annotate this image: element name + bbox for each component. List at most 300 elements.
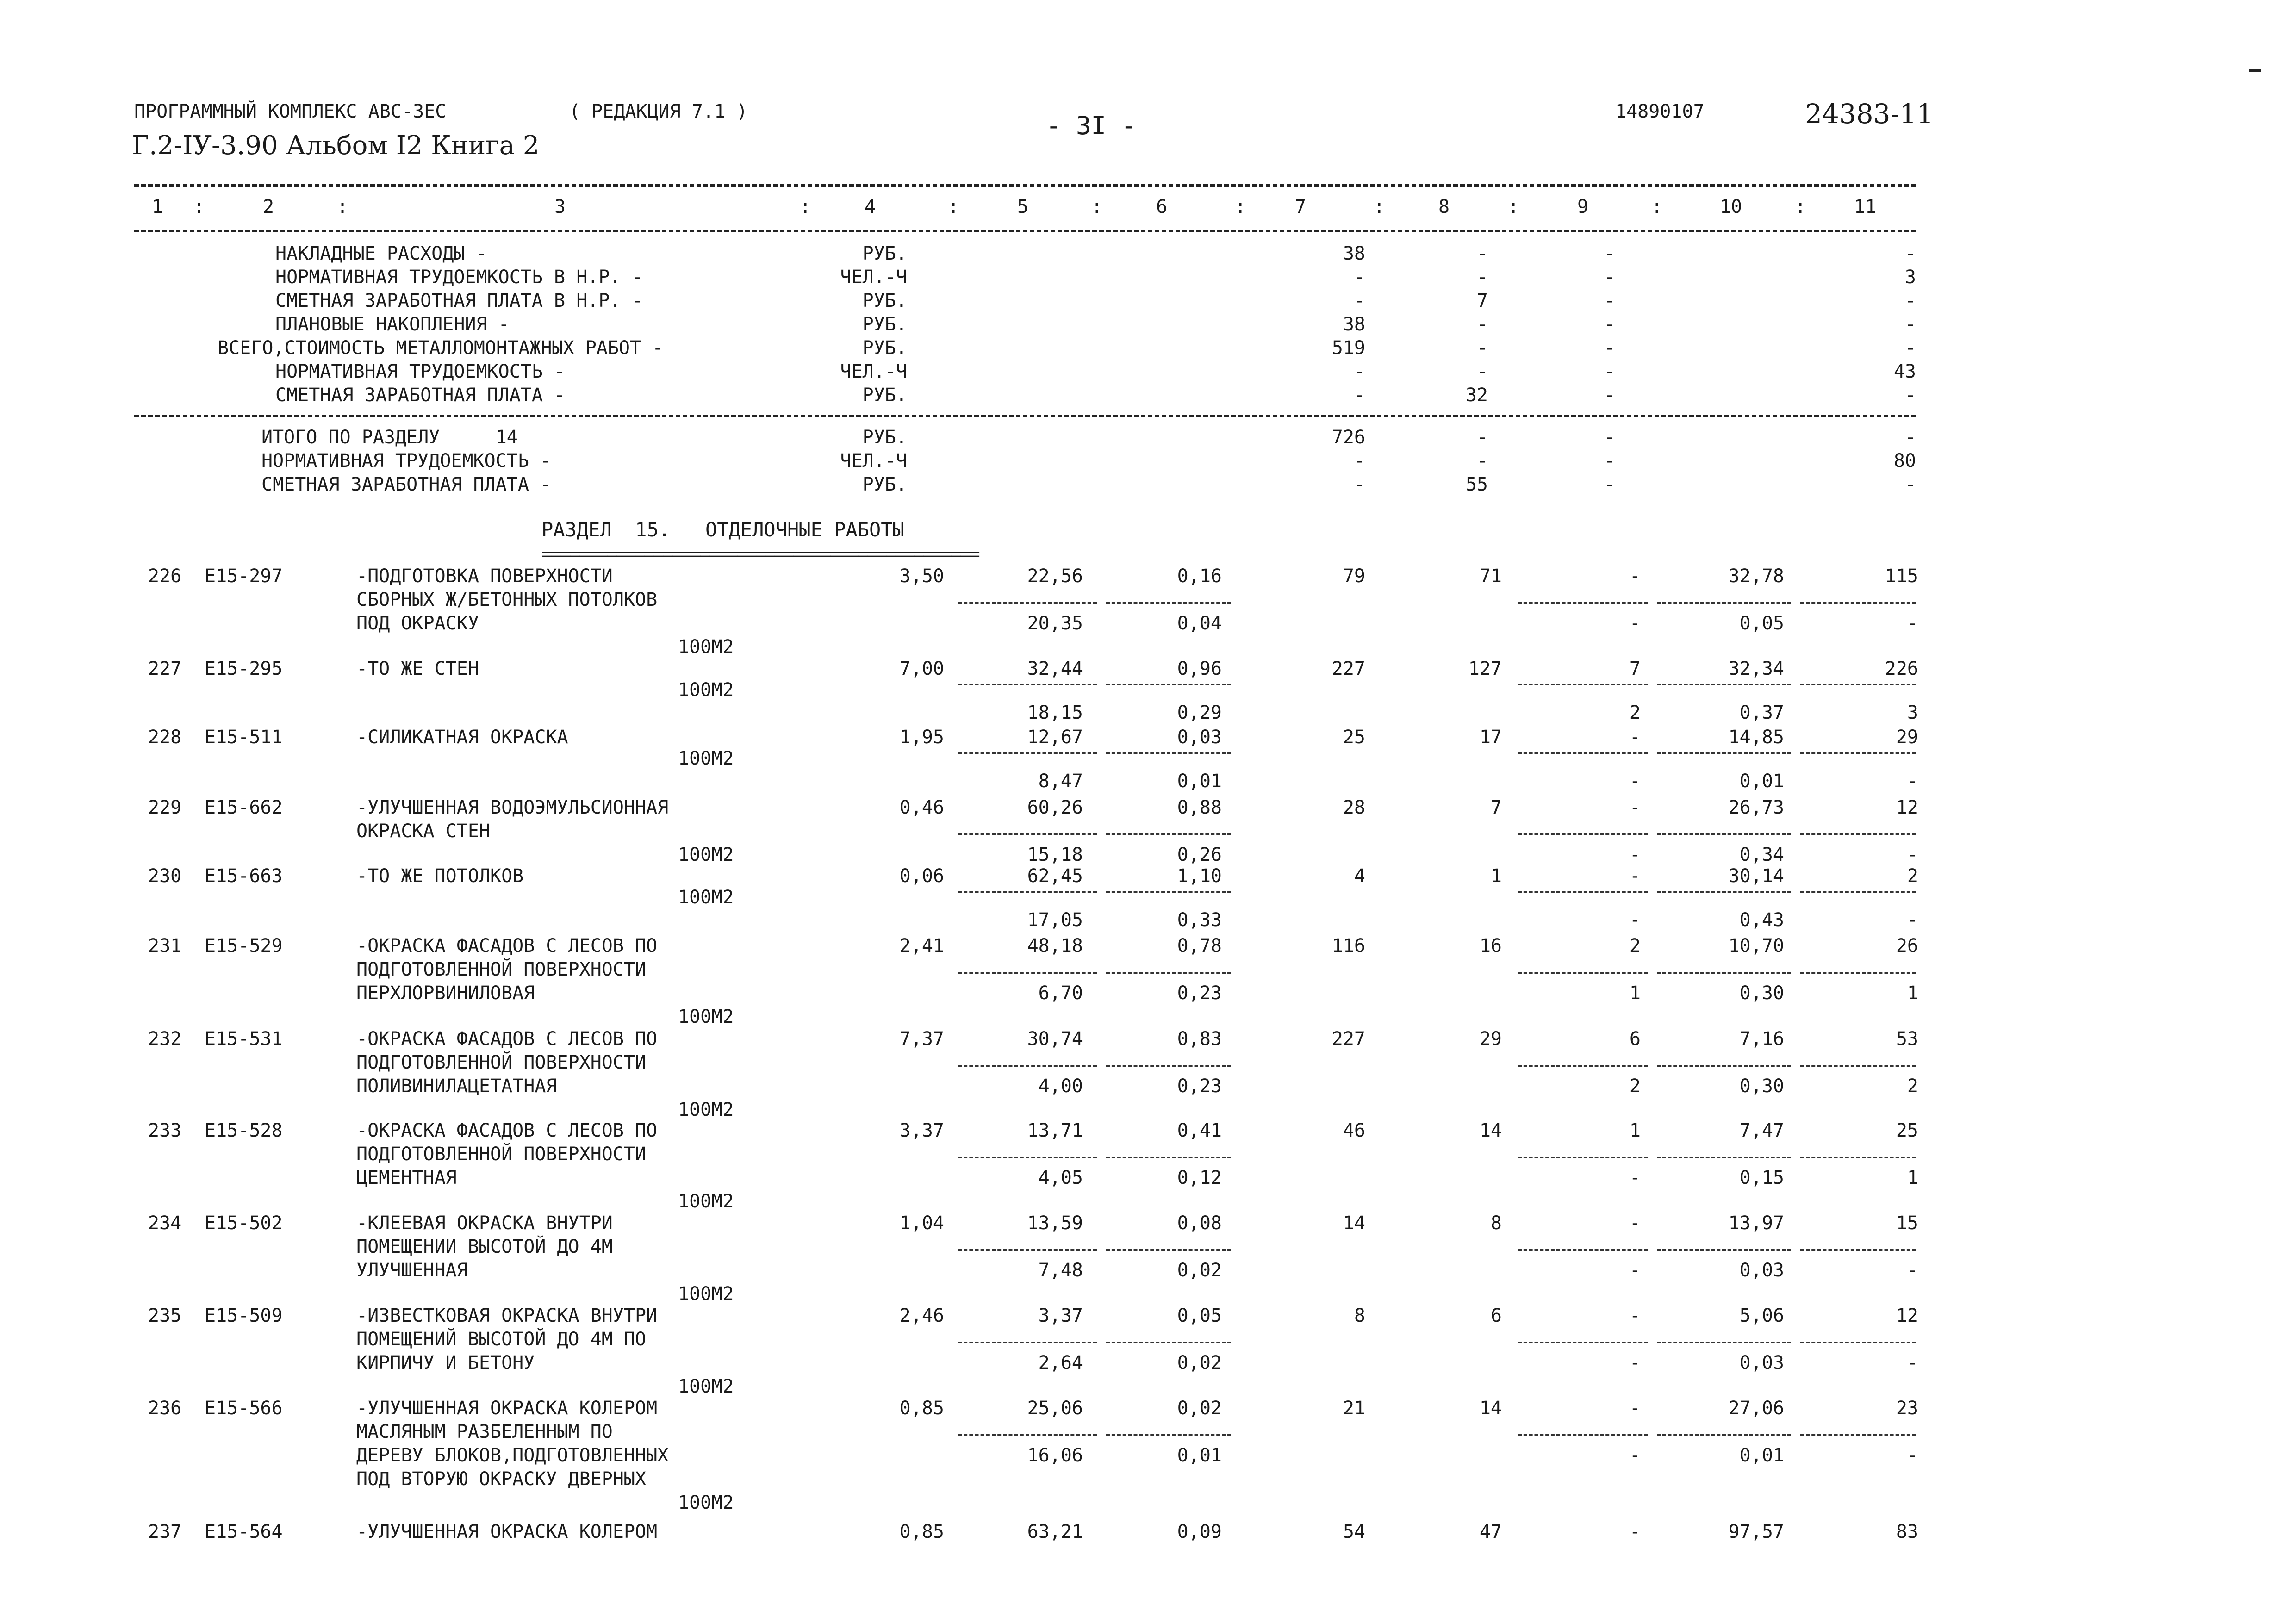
item-col9: - bbox=[1629, 1398, 1641, 1419]
item-unit-of-measure: 100М2 bbox=[678, 748, 734, 769]
summary-col8: 32 bbox=[1465, 385, 1488, 406]
cell-divider bbox=[1106, 891, 1231, 893]
item-col9-sub: - bbox=[1629, 1445, 1641, 1466]
item-col9-sub: - bbox=[1629, 909, 1641, 931]
item-col9: - bbox=[1629, 1521, 1641, 1542]
item-col11-sub: - bbox=[1907, 1352, 1918, 1374]
item-total-cost: 227 bbox=[1332, 658, 1365, 679]
cell-divider bbox=[1800, 1157, 1916, 1158]
item-col10: 32,78 bbox=[1728, 566, 1784, 587]
cell-divider bbox=[1800, 891, 1916, 893]
item-code: Е15-295 bbox=[205, 658, 283, 679]
item-unit-labor: 0,16 bbox=[1177, 566, 1222, 587]
summary-col9: - bbox=[1604, 267, 1615, 288]
item-quantity: 1,95 bbox=[899, 727, 944, 748]
item-unit-labor-machine: 0,12 bbox=[1177, 1167, 1222, 1188]
item-unit-cost: 30,74 bbox=[1027, 1028, 1083, 1050]
item-col11: 26 bbox=[1896, 935, 1918, 957]
item-col9-sub: 2 bbox=[1629, 702, 1641, 723]
item-col10: 7,16 bbox=[1739, 1028, 1784, 1050]
item-quantity: 0,85 bbox=[899, 1521, 944, 1542]
cell-divider bbox=[958, 684, 1097, 685]
item-col10-sub: 0,05 bbox=[1739, 613, 1784, 634]
item-unit-of-measure: 100М2 bbox=[678, 1492, 734, 1513]
cell-divider bbox=[1518, 833, 1648, 835]
item-number: 226 bbox=[148, 566, 182, 587]
item-unit-cost: 3,37 bbox=[1038, 1305, 1083, 1326]
cell-divider bbox=[958, 833, 1097, 835]
summary-col8: - bbox=[1476, 450, 1488, 472]
cell-divider bbox=[1518, 602, 1648, 604]
summary-col9: - bbox=[1604, 243, 1615, 264]
item-col10-sub: 0,30 bbox=[1739, 983, 1784, 1004]
column-number-10: 10 bbox=[1719, 196, 1742, 218]
document-number: 24383-11 bbox=[1805, 98, 1934, 130]
column-number-8: 8 bbox=[1438, 196, 1450, 218]
item-col11: 83 bbox=[1896, 1521, 1918, 1542]
item-description: ПОЛИВИНИЛАЦЕТАТНАЯ bbox=[356, 1076, 557, 1097]
summary-col8: 55 bbox=[1465, 474, 1488, 495]
summary-col8: - bbox=[1476, 243, 1488, 264]
column-number-9: 9 bbox=[1577, 196, 1589, 218]
item-col11-sub: 3 bbox=[1907, 702, 1918, 723]
item-col11-sub: 2 bbox=[1907, 1076, 1918, 1097]
scan-mark bbox=[2249, 69, 2261, 72]
item-number: 230 bbox=[148, 865, 182, 887]
item-col11-sub: - bbox=[1907, 1445, 1918, 1466]
cell-divider bbox=[1657, 972, 1791, 974]
item-unit-cost-wages: 18,15 bbox=[1027, 702, 1083, 723]
item-description: -УЛУЧШЕННАЯ ОКРАСКА КОЛЕРОМ bbox=[356, 1521, 658, 1542]
item-col9: - bbox=[1629, 1305, 1641, 1326]
cell-divider bbox=[1518, 891, 1648, 893]
item-col10: 5,06 bbox=[1739, 1305, 1784, 1326]
item-unit-labor: 0,08 bbox=[1177, 1213, 1222, 1234]
cell-divider bbox=[1800, 684, 1916, 685]
cell-divider bbox=[1106, 1342, 1231, 1343]
item-col11-sub: - bbox=[1907, 771, 1918, 792]
item-total-cost: 54 bbox=[1343, 1521, 1365, 1542]
summary-col9: - bbox=[1604, 361, 1615, 382]
item-description: УЛУЧШЕННАЯ bbox=[356, 1260, 468, 1281]
item-description: ПОМЕЩЕНИИ ВЫСОТОЙ ДО 4М bbox=[356, 1236, 613, 1257]
item-col11: 23 bbox=[1896, 1398, 1918, 1419]
item-unit-of-measure: 100М2 bbox=[678, 1191, 734, 1212]
cell-divider bbox=[1106, 602, 1231, 604]
item-unit-of-measure: 100М2 bbox=[678, 844, 734, 865]
item-col10-sub: 0,34 bbox=[1739, 844, 1784, 865]
item-wages: 8 bbox=[1490, 1213, 1502, 1234]
item-total-cost: 227 bbox=[1332, 1028, 1365, 1050]
column-separator: : bbox=[1373, 196, 1385, 218]
cell-divider bbox=[1800, 1249, 1916, 1251]
item-col9: - bbox=[1629, 727, 1641, 748]
item-unit-cost-wages: 17,05 bbox=[1027, 909, 1083, 931]
item-code: Е15-663 bbox=[205, 865, 283, 887]
item-unit-cost: 62,45 bbox=[1027, 865, 1083, 887]
item-col9: 6 bbox=[1629, 1028, 1641, 1050]
item-col11: 226 bbox=[1885, 658, 1918, 679]
item-code: Е15-502 bbox=[205, 1213, 283, 1234]
item-description: СБОРНЫХ Ж/БЕТОННЫХ ПОТОЛКОВ bbox=[356, 589, 658, 610]
item-description: ПОМЕЩЕНИЙ ВЫСОТОЙ ДО 4М ПО bbox=[356, 1329, 647, 1350]
item-unit-labor-machine: 0,02 bbox=[1177, 1352, 1222, 1374]
item-quantity: 3,50 bbox=[899, 566, 944, 587]
item-description: ПОДГОТОВЛЕННОЙ ПОВЕРХНОСТИ bbox=[356, 1052, 647, 1073]
item-col9: - bbox=[1629, 797, 1641, 818]
item-total-cost: 28 bbox=[1343, 797, 1365, 818]
item-col10-sub: 0,03 bbox=[1739, 1260, 1784, 1281]
item-unit-labor-machine: 0,26 bbox=[1177, 844, 1222, 865]
album-reference: Г.2-IУ-3.90 Альбом I2 Книга 2 bbox=[132, 131, 540, 161]
item-col10: 97,57 bbox=[1728, 1521, 1784, 1542]
summary-col11: - bbox=[1904, 243, 1916, 264]
item-description: -КЛЕЕВАЯ ОКРАСКА ВНУТРИ bbox=[356, 1213, 613, 1234]
summary-col11: - bbox=[1904, 427, 1916, 448]
item-col11-sub: - bbox=[1907, 909, 1918, 931]
summary-col7: - bbox=[1354, 361, 1365, 382]
cell-divider bbox=[1518, 1249, 1648, 1251]
item-col10: 14,85 bbox=[1728, 727, 1784, 748]
cell-divider bbox=[958, 1065, 1097, 1067]
item-col11: 29 bbox=[1896, 727, 1918, 748]
summary-col11: - bbox=[1904, 385, 1916, 406]
item-wages: 14 bbox=[1479, 1398, 1502, 1419]
item-unit-labor: 1,10 bbox=[1177, 865, 1222, 887]
item-unit-cost: 13,59 bbox=[1027, 1213, 1083, 1234]
summary-label: ВСЕГО,СТОИМОСТЬ МЕТАЛЛОМОНТАЖНЫХ РАБОТ - bbox=[218, 337, 664, 359]
item-col10: 10,70 bbox=[1728, 935, 1784, 957]
code-number: 14890107 bbox=[1615, 101, 1705, 122]
item-unit-labor: 0,05 bbox=[1177, 1305, 1222, 1326]
item-unit-cost: 13,71 bbox=[1027, 1120, 1083, 1141]
item-code: Е15-529 bbox=[205, 935, 283, 957]
summary-col9: - bbox=[1604, 314, 1615, 335]
item-unit-labor-machine: 0,04 bbox=[1177, 613, 1222, 634]
item-unit-labor: 0,88 bbox=[1177, 797, 1222, 818]
item-unit-cost-wages: 6,70 bbox=[1038, 983, 1083, 1004]
item-code: Е15-509 bbox=[205, 1305, 283, 1326]
item-unit-of-measure: 100М2 bbox=[678, 887, 734, 908]
item-description: ПЕРХЛОРВИНИЛОВАЯ bbox=[356, 983, 535, 1004]
item-unit-of-measure: 100М2 bbox=[678, 1283, 734, 1305]
summary-col8: - bbox=[1476, 361, 1488, 382]
summary-col9: - bbox=[1604, 290, 1615, 311]
summary-col11: 43 bbox=[1893, 361, 1916, 382]
item-code: Е15-531 bbox=[205, 1028, 283, 1050]
column-number-6: 6 bbox=[1156, 196, 1168, 218]
item-quantity: 3,37 bbox=[899, 1120, 944, 1141]
item-description: ПОД ОКРАСКУ bbox=[356, 613, 479, 634]
cell-divider bbox=[1518, 1065, 1648, 1067]
item-col11-sub: 1 bbox=[1907, 1167, 1918, 1188]
item-col11-sub: - bbox=[1907, 1260, 1918, 1281]
summary-col9: - bbox=[1604, 385, 1615, 406]
summary-col7: - bbox=[1354, 267, 1365, 288]
item-unit-cost-wages: 2,64 bbox=[1038, 1352, 1083, 1374]
header-rule-bottom bbox=[134, 230, 1916, 232]
item-unit-cost-wages: 20,35 bbox=[1027, 613, 1083, 634]
column-number-2: 2 bbox=[262, 196, 274, 218]
item-description: -ОКРАСКА ФАСАДОВ С ЛЕСОВ ПО bbox=[356, 935, 658, 957]
cell-divider bbox=[1106, 833, 1231, 835]
item-col9-sub: - bbox=[1629, 771, 1641, 792]
item-quantity: 1,04 bbox=[899, 1213, 944, 1234]
item-description: -ТО ЖЕ ПОТОЛКОВ bbox=[356, 865, 524, 887]
item-number: 235 bbox=[148, 1305, 182, 1326]
item-unit-labor: 0,78 bbox=[1177, 935, 1222, 957]
cell-divider bbox=[1657, 833, 1791, 835]
item-wages: 7 bbox=[1490, 797, 1502, 818]
item-col11-sub: - bbox=[1907, 844, 1918, 865]
item-number: 236 bbox=[148, 1398, 182, 1419]
item-description: -ОКРАСКА ФАСАДОВ С ЛЕСОВ ПО bbox=[356, 1120, 658, 1141]
item-col11-sub: 1 bbox=[1907, 983, 1918, 1004]
item-description: КИРПИЧУ И БЕТОНУ bbox=[356, 1352, 535, 1374]
item-col9: 2 bbox=[1629, 935, 1641, 957]
summary-col8: - bbox=[1476, 267, 1488, 288]
item-description: -ТО ЖЕ СТЕН bbox=[356, 658, 479, 679]
item-unit-cost-wages: 8,47 bbox=[1038, 771, 1083, 792]
item-code: Е15-511 bbox=[205, 727, 283, 748]
cell-divider bbox=[1106, 1249, 1231, 1251]
item-col10-sub: 0,15 bbox=[1739, 1167, 1784, 1188]
cell-divider bbox=[958, 972, 1097, 974]
item-total-cost: 21 bbox=[1343, 1398, 1365, 1419]
summary-unit: РУБ. bbox=[862, 427, 907, 448]
cell-divider bbox=[1106, 972, 1231, 974]
item-number: 229 bbox=[148, 797, 182, 818]
item-unit-cost: 25,06 bbox=[1027, 1398, 1083, 1419]
cell-divider bbox=[958, 1342, 1097, 1343]
item-col11: 12 bbox=[1896, 1305, 1918, 1326]
summary-col7: - bbox=[1354, 450, 1365, 472]
item-unit-labor-machine: 0,23 bbox=[1177, 983, 1222, 1004]
item-unit-cost: 63,21 bbox=[1027, 1521, 1083, 1542]
summary-col7: - bbox=[1354, 474, 1365, 495]
item-col10: 7,47 bbox=[1739, 1120, 1784, 1141]
cell-divider bbox=[1657, 602, 1791, 604]
item-col11: 15 bbox=[1896, 1213, 1918, 1234]
item-quantity: 0,06 bbox=[899, 865, 944, 887]
item-total-cost: 25 bbox=[1343, 727, 1365, 748]
item-unit-cost: 32,44 bbox=[1027, 658, 1083, 679]
summary-unit: РУБ. bbox=[862, 243, 907, 264]
summary-unit: ЧЕЛ.-Ч bbox=[840, 361, 907, 382]
column-number-1: 1 bbox=[151, 196, 163, 218]
item-unit-cost: 48,18 bbox=[1027, 935, 1083, 957]
cell-divider bbox=[958, 1434, 1097, 1436]
column-separator: : bbox=[947, 196, 959, 218]
item-description: ПОДГОТОВЛЕННОЙ ПОВЕРХНОСТИ bbox=[356, 1144, 647, 1165]
item-col10-sub: 0,01 bbox=[1739, 1445, 1784, 1466]
summary-label: НАКЛАДНЫЕ РАСХОДЫ - bbox=[275, 243, 487, 264]
item-code: Е15-566 bbox=[205, 1398, 283, 1419]
item-wages: 1 bbox=[1490, 865, 1502, 887]
cell-divider bbox=[1800, 1434, 1916, 1436]
page-number: - 3I - bbox=[1046, 111, 1137, 140]
item-unit-cost: 22,56 bbox=[1027, 566, 1083, 587]
cell-divider bbox=[1657, 1249, 1791, 1251]
column-number-4: 4 bbox=[864, 196, 876, 218]
item-wages: 71 bbox=[1479, 566, 1502, 587]
cell-divider bbox=[1800, 833, 1916, 835]
item-col10-sub: 0,43 bbox=[1739, 909, 1784, 931]
summary-col7: 38 bbox=[1343, 314, 1365, 335]
cell-divider bbox=[1657, 1342, 1791, 1343]
section-title: РАЗДЕЛ 15. ОТДЕЛОЧНЫЕ РАБОТЫ bbox=[541, 518, 904, 541]
item-col9: 1 bbox=[1629, 1120, 1641, 1141]
cell-divider bbox=[1518, 972, 1648, 974]
summary-unit: ЧЕЛ.-Ч bbox=[840, 267, 907, 288]
item-number: 231 bbox=[148, 935, 182, 957]
cell-divider bbox=[1657, 1065, 1791, 1067]
item-unit-cost-wages: 4,05 bbox=[1038, 1167, 1083, 1188]
item-unit-labor: 0,09 bbox=[1177, 1521, 1222, 1542]
summary-divider bbox=[134, 415, 1916, 417]
item-total-cost: 46 bbox=[1343, 1120, 1365, 1141]
item-col9: - bbox=[1629, 566, 1641, 587]
item-quantity: 7,00 bbox=[899, 658, 944, 679]
item-unit-labor-machine: 0,01 bbox=[1177, 1445, 1222, 1466]
item-col10-sub: 0,01 bbox=[1739, 771, 1784, 792]
summary-col9: - bbox=[1604, 450, 1615, 472]
summary-label: НОРМАТИВНАЯ ТРУДОЕМКОСТЬ В Н.Р. - bbox=[275, 267, 643, 288]
cell-divider bbox=[1657, 752, 1791, 754]
item-unit-of-measure: 100М2 bbox=[678, 636, 734, 658]
item-unit-of-measure: 100М2 bbox=[678, 1376, 734, 1397]
item-description: МАСЛЯНЫМ РАЗБЕЛЕННЫМ ПО bbox=[356, 1421, 613, 1443]
cell-divider bbox=[1106, 752, 1231, 754]
item-wages: 29 bbox=[1479, 1028, 1502, 1050]
cell-divider bbox=[1657, 891, 1791, 893]
summary-label: ИТОГО ПО РАЗДЕЛУ 14 bbox=[261, 427, 518, 448]
summary-col7: 38 bbox=[1343, 243, 1365, 264]
item-total-cost: 116 bbox=[1332, 935, 1365, 957]
item-description: -УЛУЧШЕННАЯ ОКРАСКА КОЛЕРОМ bbox=[356, 1398, 658, 1419]
item-col10: 13,97 bbox=[1728, 1213, 1784, 1234]
item-code: Е15-297 bbox=[205, 566, 283, 587]
item-number: 232 bbox=[148, 1028, 182, 1050]
summary-label: СМЕТНАЯ ЗАРАБОТНАЯ ПЛАТА - bbox=[261, 474, 552, 495]
summary-label: СМЕТНАЯ ЗАРАБОТНАЯ ПЛАТА В Н.Р. - bbox=[275, 290, 643, 311]
summary-label: ПЛАНОВЫЕ НАКОПЛЕНИЯ - bbox=[275, 314, 510, 335]
item-unit-labor: 0,96 bbox=[1177, 658, 1222, 679]
item-description: -ИЗВЕСТКОВАЯ ОКРАСКА ВНУТРИ bbox=[356, 1305, 658, 1326]
summary-col11: - bbox=[1904, 474, 1916, 495]
item-unit-labor: 0,03 bbox=[1177, 727, 1222, 748]
item-total-cost: 79 bbox=[1343, 566, 1365, 587]
summary-unit: РУБ. bbox=[862, 290, 907, 311]
item-code: Е15-564 bbox=[205, 1521, 283, 1542]
item-col11: 53 bbox=[1896, 1028, 1918, 1050]
item-unit-of-measure: 100М2 bbox=[678, 679, 734, 701]
item-description: -ОКРАСКА ФАСАДОВ С ЛЕСОВ ПО bbox=[356, 1028, 658, 1050]
item-description: ПОДГОТОВЛЕННОЙ ПОВЕРХНОСТИ bbox=[356, 959, 647, 980]
item-col10-sub: 0,30 bbox=[1739, 1076, 1784, 1097]
column-separator: : bbox=[1234, 196, 1246, 218]
item-unit-labor: 0,83 bbox=[1177, 1028, 1222, 1050]
cell-divider bbox=[1518, 1434, 1648, 1436]
summary-col7: - bbox=[1354, 290, 1365, 311]
item-code: Е15-528 bbox=[205, 1120, 283, 1141]
item-col10-sub: 0,37 bbox=[1739, 702, 1784, 723]
item-unit-labor: 0,41 bbox=[1177, 1120, 1222, 1141]
column-number-3: 3 bbox=[554, 196, 566, 218]
summary-unit: РУБ. bbox=[862, 474, 907, 495]
item-wages: 127 bbox=[1468, 658, 1502, 679]
section-title-underline: =============================================== bbox=[541, 544, 978, 565]
summary-col11: - bbox=[1904, 290, 1916, 311]
summary-label: СМЕТНАЯ ЗАРАБОТНАЯ ПЛАТА - bbox=[275, 385, 566, 406]
item-col9-sub: 2 bbox=[1629, 1076, 1641, 1097]
cell-divider bbox=[1800, 752, 1916, 754]
cell-divider bbox=[1657, 1434, 1791, 1436]
cell-divider bbox=[1800, 602, 1916, 604]
cell-divider bbox=[1800, 1065, 1916, 1067]
item-description: ПОД ВТОРУЮ ОКРАСКУ ДВЕРНЫХ bbox=[356, 1468, 647, 1490]
item-unit-cost-wages: 4,00 bbox=[1038, 1076, 1083, 1097]
summary-col8: - bbox=[1476, 337, 1488, 359]
item-quantity: 0,46 bbox=[899, 797, 944, 818]
summary-col9: - bbox=[1604, 427, 1615, 448]
item-unit-labor-machine: 0,33 bbox=[1177, 909, 1222, 931]
column-separator: : bbox=[799, 196, 811, 218]
summary-col11: 80 bbox=[1893, 450, 1916, 472]
item-total-cost: 8 bbox=[1354, 1305, 1365, 1326]
column-separator: : bbox=[1794, 196, 1806, 218]
item-unit-labor: 0,02 bbox=[1177, 1398, 1222, 1419]
item-col9-sub: 1 bbox=[1629, 983, 1641, 1004]
summary-col11: - bbox=[1904, 314, 1916, 335]
item-unit-of-measure: 100М2 bbox=[678, 1006, 734, 1027]
item-wages: 14 bbox=[1479, 1120, 1502, 1141]
item-quantity: 7,37 bbox=[899, 1028, 944, 1050]
cell-divider bbox=[958, 1157, 1097, 1158]
header-rule-top bbox=[134, 184, 1916, 187]
column-separator: : bbox=[1091, 196, 1103, 218]
item-unit-labor-machine: 0,02 bbox=[1177, 1260, 1222, 1281]
summary-col8: - bbox=[1476, 314, 1488, 335]
item-col9-sub: - bbox=[1629, 844, 1641, 865]
column-number-11: 11 bbox=[1854, 196, 1877, 218]
item-col9-sub: - bbox=[1629, 1260, 1641, 1281]
cell-divider bbox=[1106, 1157, 1231, 1158]
item-col10: 30,14 bbox=[1728, 865, 1784, 887]
item-description: ОКРАСКА СТЕН bbox=[356, 821, 490, 842]
cell-divider bbox=[1518, 1157, 1648, 1158]
item-description: -УЛУЧШЕННАЯ ВОДОЭМУЛЬСИОННАЯ bbox=[356, 797, 669, 818]
item-col11: 12 bbox=[1896, 797, 1918, 818]
item-quantity: 2,41 bbox=[899, 935, 944, 957]
column-number-7: 7 bbox=[1294, 196, 1307, 218]
cell-divider bbox=[958, 602, 1097, 604]
summary-col8: - bbox=[1476, 427, 1488, 448]
item-col10: 32,34 bbox=[1728, 658, 1784, 679]
item-unit-cost-wages: 7,48 bbox=[1038, 1260, 1083, 1281]
summary-col9: - bbox=[1604, 474, 1615, 495]
item-col10: 26,73 bbox=[1728, 797, 1784, 818]
item-col10: 27,06 bbox=[1728, 1398, 1784, 1419]
item-col9: - bbox=[1629, 1213, 1641, 1234]
item-description: -СИЛИКАТНАЯ ОКРАСКА bbox=[356, 727, 568, 748]
item-col9-sub: - bbox=[1629, 1167, 1641, 1188]
cell-divider bbox=[1518, 752, 1648, 754]
item-col9-sub: - bbox=[1629, 1352, 1641, 1374]
cell-divider bbox=[958, 891, 1097, 893]
item-unit-of-measure: 100М2 bbox=[678, 1099, 734, 1120]
cell-divider bbox=[1800, 972, 1916, 974]
